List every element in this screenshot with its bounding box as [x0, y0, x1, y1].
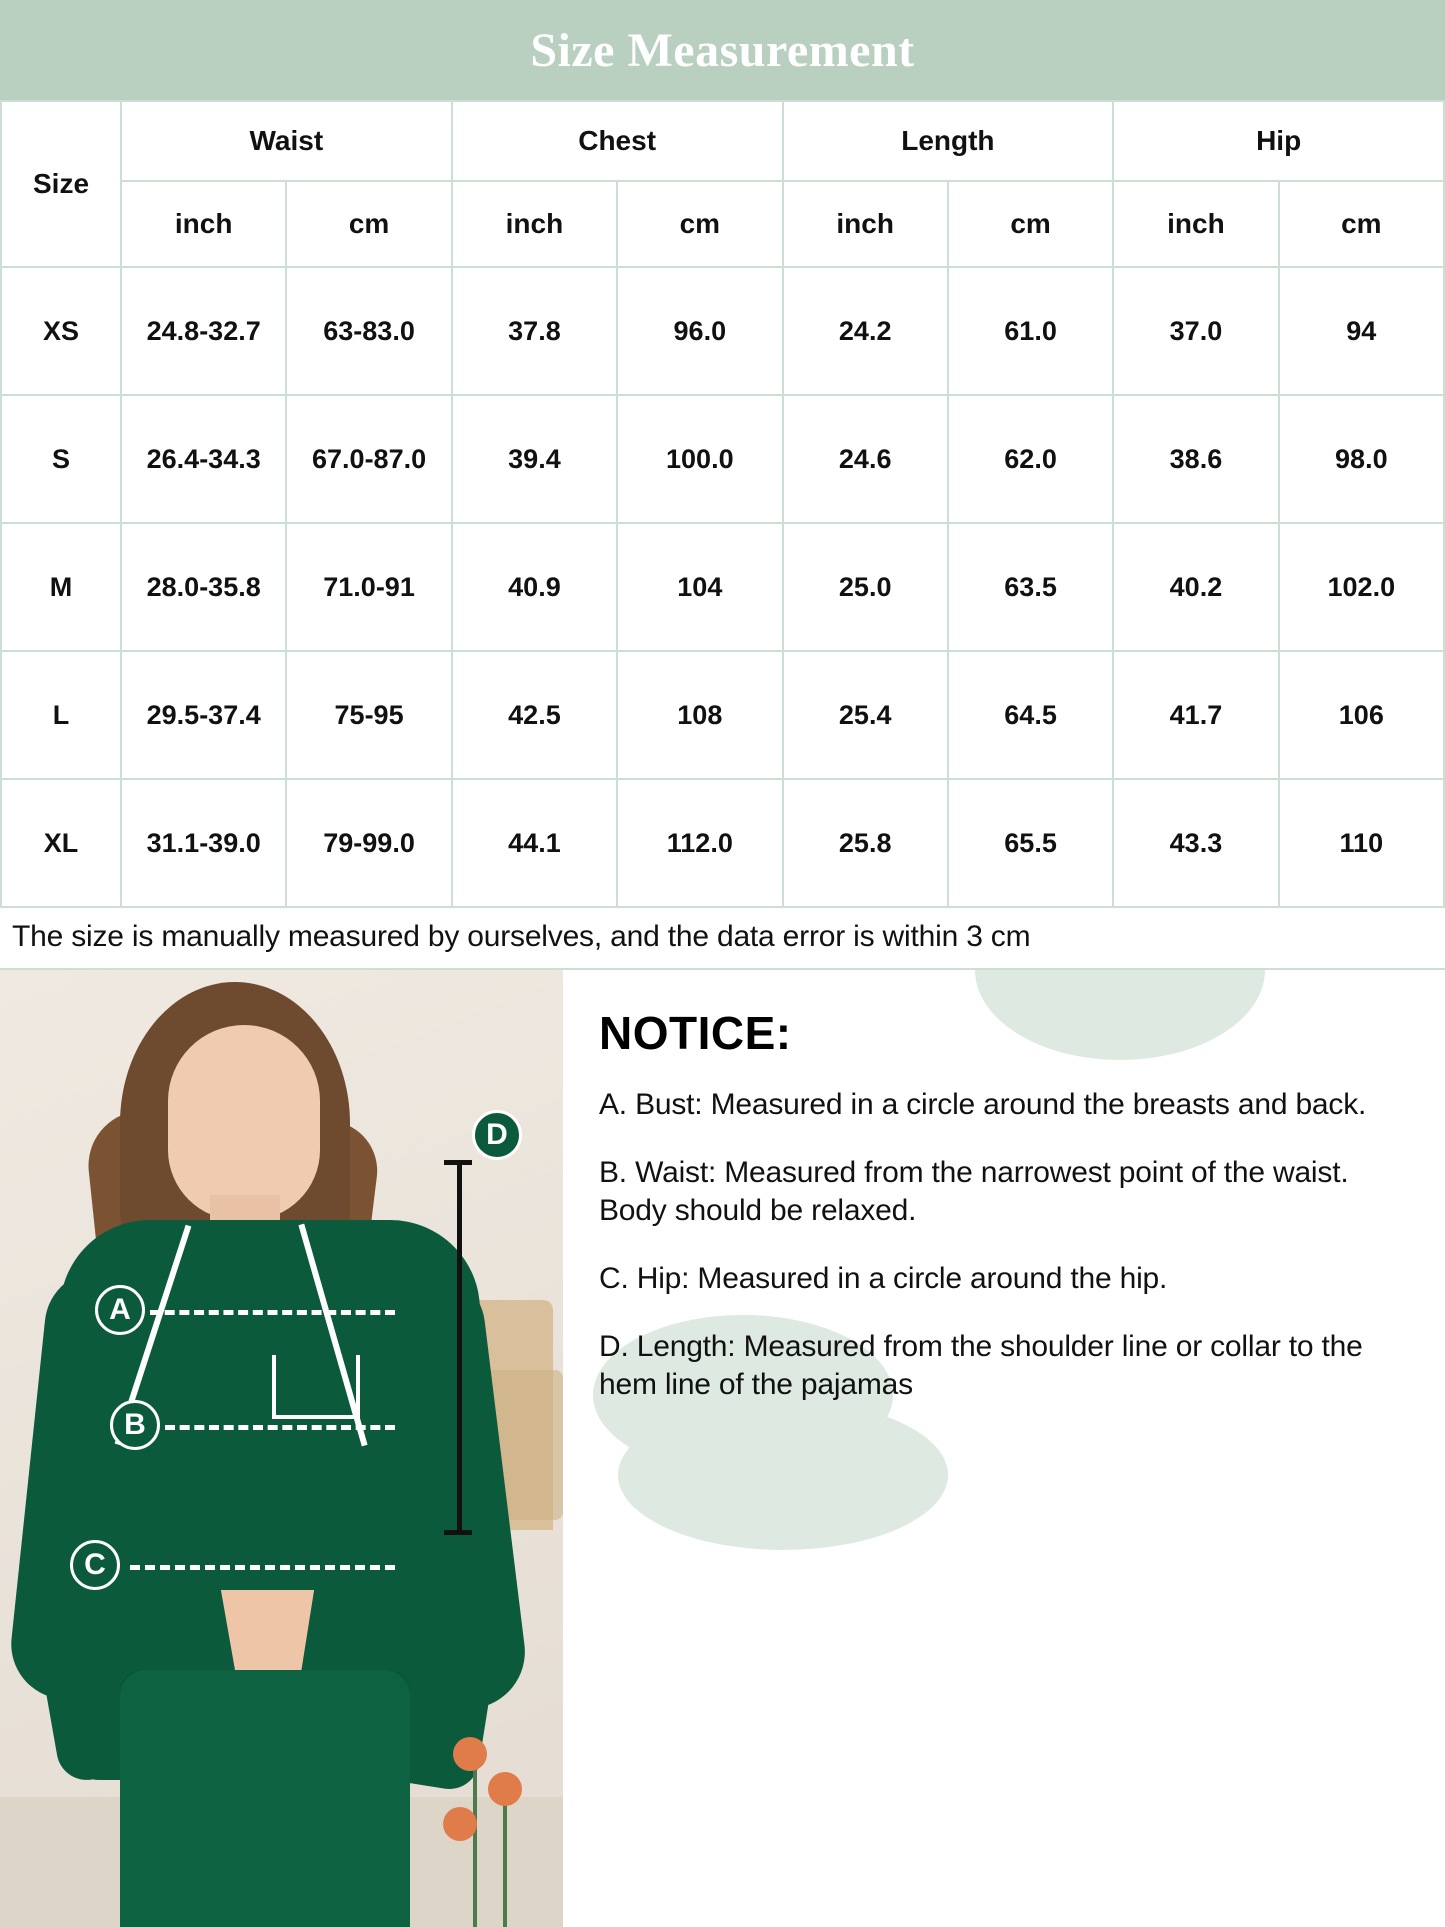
cell-chest-cm: 96.0: [617, 267, 782, 395]
header-group-length: Length: [783, 101, 1114, 181]
cell-length-cm: 62.0: [948, 395, 1113, 523]
bust-measure-line: [150, 1310, 395, 1315]
cell-waist-inch: 29.5-37.4: [121, 651, 286, 779]
marker-b: B: [110, 1400, 160, 1450]
page-title: Size Measurement: [530, 23, 915, 77]
pajama-pants: [120, 1670, 410, 1927]
cell-chest-cm: 112.0: [617, 779, 782, 907]
cell-waist-cm: 79-99.0: [286, 779, 451, 907]
length-measure-line: [457, 1160, 462, 1535]
cell-waist-cm: 75-95: [286, 651, 451, 779]
row-size-label: XS: [1, 267, 121, 395]
row-size-label: S: [1, 395, 121, 523]
notice-item-hip: C. Hip: Measured in a circle around the hip.: [599, 1262, 1168, 1296]
cell-chest-inch: 40.9: [452, 523, 617, 651]
flower-stem: [473, 1757, 477, 1927]
row-size-label: M: [1, 523, 121, 651]
marker-c: C: [70, 1540, 120, 1590]
measurement-disclaimer: The size is manually measured by ourselves, and the data error is within 3 cm: [0, 908, 1445, 970]
decorative-blob: [618, 1400, 948, 1550]
cell-waist-cm: 67.0-87.0: [286, 395, 451, 523]
cell-hip-inch: 38.6: [1113, 395, 1278, 523]
cell-waist-inch: 24.8-32.7: [121, 267, 286, 395]
length-measure-cap-top: [444, 1160, 472, 1165]
header-unit-chest-inch: inch: [452, 181, 617, 267]
table-row: [1, 651, 1444, 779]
cell-length-cm: 63.5: [948, 523, 1113, 651]
table-row: [1, 779, 1444, 907]
header-unit-length-inch: inch: [783, 181, 948, 267]
model-face: [168, 1025, 320, 1220]
header-unit-chest-cm: cm: [617, 181, 782, 267]
header-unit-hip-cm: cm: [1279, 181, 1444, 267]
header-unit-waist-inch: inch: [121, 181, 286, 267]
cell-length-inch: 25.8: [783, 779, 948, 907]
header-unit-length-cm: cm: [948, 181, 1113, 267]
hip-measure-line: [130, 1565, 395, 1570]
header-group-hip: Hip: [1113, 101, 1444, 181]
cell-length-cm: 61.0: [948, 267, 1113, 395]
header-size: Size: [1, 101, 121, 267]
cell-waist-inch: 28.0-35.8: [121, 523, 286, 651]
cell-length-cm: 65.5: [948, 779, 1113, 907]
row-size-label: L: [1, 651, 121, 779]
table-header-row-units: [1, 181, 1444, 267]
notice-item-length: D. Length: Measured from the shoulder line or collar to the hem line of the pajamas: [599, 1330, 1363, 1402]
row-size-label: XL: [1, 779, 121, 907]
cell-length-inch: 25.0: [783, 523, 948, 651]
flower-bloom: [443, 1807, 477, 1841]
header-group-waist: Waist: [121, 101, 452, 181]
cell-length-inch: 24.6: [783, 395, 948, 523]
table-row: [1, 395, 1444, 523]
notice-item-waist: B. Waist: Measured from the narrowest point of the waist. Body should be relaxed.: [599, 1156, 1349, 1228]
table-row: [1, 523, 1444, 651]
flower-bloom: [488, 1772, 522, 1806]
marker-a: A: [95, 1285, 145, 1335]
header-group-chest: Chest: [452, 101, 783, 181]
header-banner: [0, 0, 1445, 100]
cell-hip-inch: 41.7: [1113, 651, 1278, 779]
cell-length-cm: 64.5: [948, 651, 1113, 779]
waist-measure-line: [165, 1425, 395, 1430]
marker-d: D: [472, 1110, 522, 1160]
cell-chest-inch: 44.1: [452, 779, 617, 907]
cell-chest-inch: 37.8: [452, 267, 617, 395]
size-table: [0, 100, 1445, 908]
cell-hip-cm: 110: [1279, 779, 1444, 907]
model-photo: [0, 970, 563, 1927]
cell-length-inch: 24.2: [783, 267, 948, 395]
cell-chest-inch: 39.4: [452, 395, 617, 523]
cell-hip-cm: 102.0: [1279, 523, 1444, 651]
cell-hip-cm: 98.0: [1279, 395, 1444, 523]
header-unit-hip-inch: inch: [1113, 181, 1278, 267]
cell-hip-cm: 106: [1279, 651, 1444, 779]
cell-length-inch: 25.4: [783, 651, 948, 779]
cell-waist-inch: 26.4-34.3: [121, 395, 286, 523]
cell-hip-inch: 43.3: [1113, 779, 1278, 907]
size-table-container: [0, 100, 1445, 970]
cell-waist-inch: 31.1-39.0: [121, 779, 286, 907]
table-row: [1, 267, 1444, 395]
cell-chest-cm: 100.0: [617, 395, 782, 523]
bottom-section: [0, 970, 1445, 1927]
cell-waist-cm: 71.0-91: [286, 523, 451, 651]
notice-panel: [563, 970, 1445, 1927]
flower-stem: [503, 1787, 507, 1927]
cell-chest-inch: 42.5: [452, 651, 617, 779]
cell-hip-cm: 94: [1279, 267, 1444, 395]
cell-hip-inch: 37.0: [1113, 267, 1278, 395]
chest-pocket: [272, 1355, 360, 1419]
cell-chest-cm: 108: [617, 651, 782, 779]
flower-decoration: [433, 1697, 543, 1927]
table-header-row-groups: [1, 101, 1444, 181]
cell-chest-cm: 104: [617, 523, 782, 651]
cell-waist-cm: 63-83.0: [286, 267, 451, 395]
cell-hip-inch: 40.2: [1113, 523, 1278, 651]
notice-item-bust: A. Bust: Measured in a circle around the breasts and back.: [599, 1088, 1367, 1121]
length-measure-cap-bottom: [444, 1530, 472, 1535]
notice-title: NOTICE:: [599, 1007, 792, 1059]
flower-bloom: [453, 1737, 487, 1771]
header-unit-waist-cm: cm: [286, 181, 451, 267]
